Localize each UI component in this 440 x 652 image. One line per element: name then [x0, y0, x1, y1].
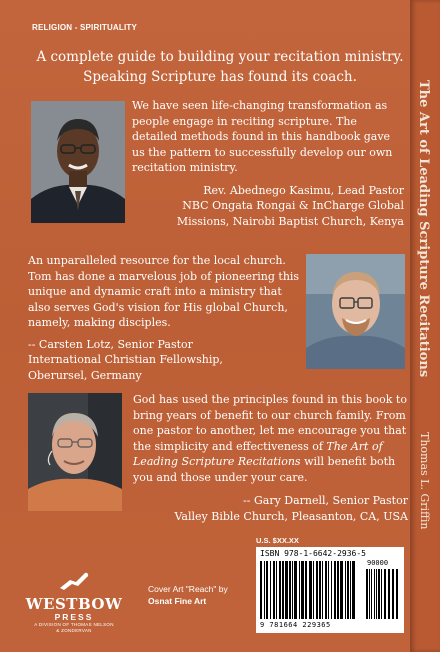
- endorsement-1-attr-line2: NBC Ongata Rongai & InCharge Global: [182, 199, 404, 212]
- publisher-name: WESTBOW: [25, 595, 123, 613]
- endorsement-3-attribution: [133, 493, 408, 524]
- endorsement-2-attribution: [28, 337, 304, 384]
- endorsement-1: [132, 98, 404, 229]
- barcode: [256, 547, 404, 633]
- endorser-photo-2: [306, 254, 405, 369]
- endorsement-2-text: An unparalleled resource for the local church. Tom has done a marvelous job of pioneering this unique and dynamic craft into a ministry that also serves God's vision for His global Church, namely, making disciples.: [28, 254, 300, 329]
- endorsement-2-attr-line1: -- Carsten Lotz, Senior Pastor: [28, 337, 193, 351]
- endorser-photo-1: [31, 101, 125, 223]
- endorsement-2-attr-line2: International Christian Fellowship,: [28, 353, 223, 366]
- spine-title: The Art of Leading Scripture Recitations: [416, 80, 431, 378]
- cover-art-credit: [148, 583, 248, 607]
- runner-logo-icon: [54, 572, 94, 592]
- credit-artist: Osnat Fine Art: [148, 596, 207, 606]
- barcode-block: [256, 536, 404, 634]
- endorsement-1-attr-line1: Rev. Abednego Kasimu, Lead Pastor: [203, 183, 404, 197]
- endorsement-2: [28, 253, 304, 383]
- endorsement-3-text: [133, 392, 408, 485]
- endorsement-3: [133, 392, 408, 524]
- endorsement-1-attribution: [132, 183, 404, 230]
- endorsement-3-attr-line1: -- Gary Darnell, Senior Pastor: [243, 494, 408, 507]
- price-label: U.S. $XX.XX: [256, 536, 299, 545]
- category-label: RELIGION - SPIRITUALITY: [32, 23, 138, 32]
- endorser-photo-3: [28, 393, 122, 511]
- publisher-tagline-1: A DIVISION OF THOMAS NELSON: [34, 622, 114, 627]
- publisher-sub: PRESS: [54, 612, 94, 622]
- endorsement-1-text: We have seen life-changing transformation as people engage in reciting scripture. The detailed methods found in this handbook gave us the pattern to successfully develop our own recitation ministry.: [132, 99, 393, 174]
- publisher-logo: [24, 572, 124, 634]
- intro-blurb: A complete guide to building your recitation ministry. Speaking Scripture has found its coach.: [36, 49, 404, 85]
- spine-author: Thomas L. Griffin: [418, 432, 431, 530]
- publisher-tagline-2: & ZONDERVAN: [56, 628, 92, 633]
- endorsement-3-book-title: The Art of Leading Scripture Recitations: [133, 439, 383, 468]
- endorsement-3-text-part2: will benefit both you and those under your care.: [133, 455, 396, 484]
- credit-line: Cover Art "Reach" by: [148, 584, 228, 594]
- endorsement-1-attr-line3: Missions, Nairobi Baptist Church, Kenya: [176, 214, 404, 228]
- addon-digits: 90000: [367, 559, 389, 567]
- endorsement-3-text-part1: God has used the principles found in this book to bring years of benefit to our church family. From one pastor to another, let me encourage you that the simplicity and effectiveness of: [133, 393, 407, 453]
- ean-digits: 9 781664 229365: [260, 621, 331, 629]
- isbn-text: ISBN 978-1-6642-2936-5: [260, 549, 366, 558]
- endorsement-3-attr-line2: Valley Bible Church, Pleasanton, CA, USA: [174, 509, 408, 523]
- endorsement-2-attr-line3: Oberursel, Germany: [28, 368, 142, 382]
- barcode-bars: [260, 561, 400, 621]
- book-spine: [410, 0, 440, 652]
